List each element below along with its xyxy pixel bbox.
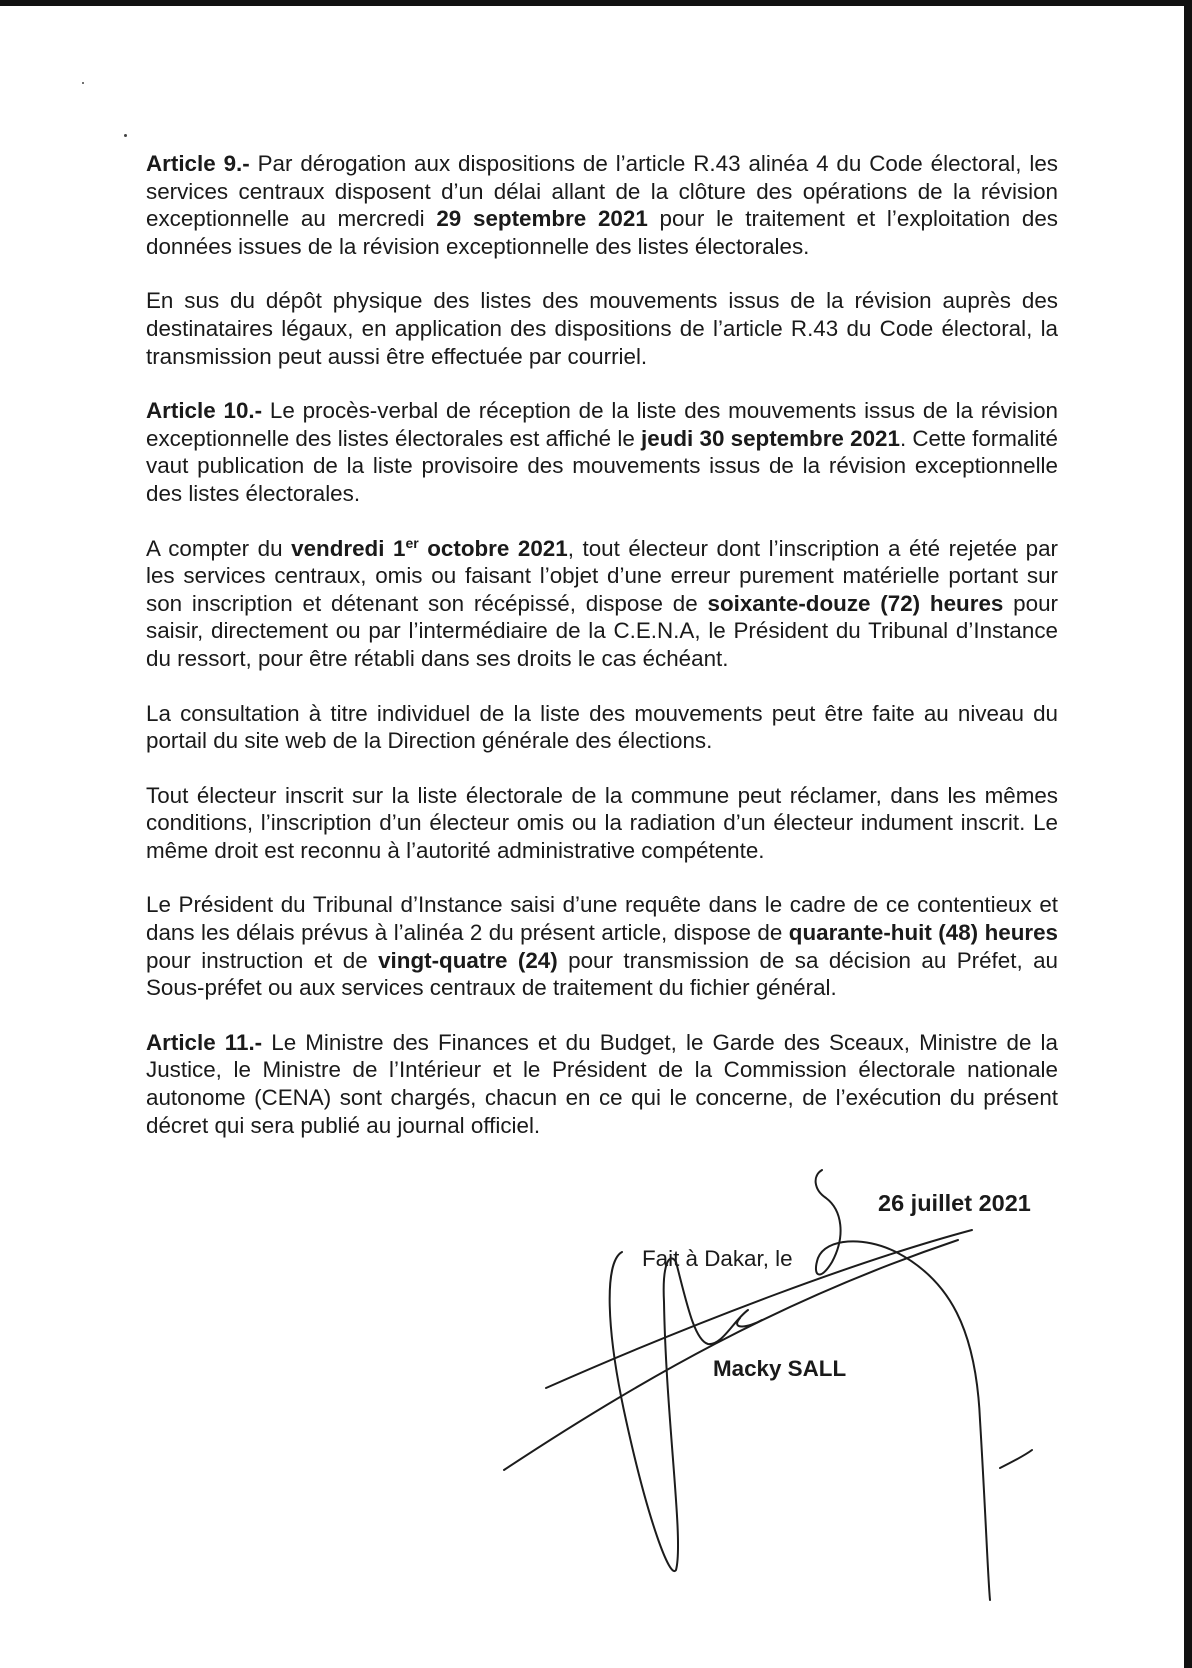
signature-stroke (816, 1170, 990, 1600)
scan-top-border (0, 0, 1192, 6)
signature-stroke (737, 1318, 762, 1327)
place-line: Fait à Dakar, le (642, 1246, 793, 1271)
signer-name: Macky SALL (713, 1356, 847, 1381)
article-11: Article 11.- Le Ministre des Finances et du Budget, le Garde des Sceaux, Ministre de la Justice, le Ministre de l’Intérieur et le Président de la Commission électorale nationale autonome (CENA) sont chargés, chacun en ce qui le concerne, de l’exécution du présent décret qui sera publié au journal officiel. (146, 1029, 1058, 1138)
paragraph-a-compter: A compter du vendredi 1er octobre 2021, tout électeur dont l’inscription a été rejetée par les services centraux, omis ou faisant l’objet d’une erreur purement matérielle portant sur son inscription et détenant son récépissé, dispose de soixante-douze (72) heures pour saisir, directement ou par l’intermédiaire de la C.E.N.A, le Président du Tribunal d’Instance du ressort, pour être rétabli dans ses droits le cas échéant. (146, 534, 1059, 671)
paragraph-electeur: Tout électeur inscrit sur la liste électorale de la commune peut réclamer, dans les mêmes conditions, l’inscription d’un électeur omis ou la radiation d’un électeur indument inscrit. Le même droit est reconnu à l’autorité administrative compétente. (146, 782, 1058, 863)
paragraph-depot: En sus du dépôt physique des listes des mouvements issus de la révision auprès des destinataires légaux, en application des dispositions de l’article R.43 du Code électoral, la transmission peut aussi être effectuée par courriel. (146, 288, 1058, 369)
scan-speck (124, 134, 127, 137)
paragraph-consultation: La consultation à titre individuel de la liste des mouvements peut être faite au niveau du portail du site web de la Direction générale des élections. (146, 700, 1058, 754)
article-9-heading: Article 9.- (146, 151, 250, 176)
scan-right-border (1184, 0, 1192, 1668)
article-10-heading: Article 10.- (146, 398, 263, 424)
article-9: Article 9.- Par dérogation aux dispositions de l’article R.43 alinéa 4 du Code électoral, les services centraux disposent d’un délai allant de la clôture des opérations de la révision exceptionnelle au mercredi 29 septembre 2021 pour le traitement et l’exploitation des données issues de la révision exceptionnelle des listes électorales. (146, 151, 1059, 259)
scan-speck (82, 82, 84, 84)
article-10: Article 10.- Le procès-verbal de réception de la liste des mouvements issus de la révision exceptionnelle des listes électorales est affiché le jeudi 30 septembre 2021. Cette formalité vaut publication de la liste provisoire des mouvements issus de la révision exceptionnelle des listes électorales. (146, 398, 1058, 506)
signature-stroke (1000, 1450, 1032, 1468)
decree-date: 26 juillet 2021 (878, 1190, 1031, 1216)
article-11-heading: Article 11.- (146, 1029, 263, 1055)
decree-body (146, 150, 1058, 1166)
signature-stroke (610, 1252, 748, 1571)
signature-stroke (504, 1240, 958, 1470)
paragraph-president: Le Président du Tribunal d’Instance saisi d’une requête dans le cadre de ce contentieux et dans les délais prévus à l’alinéa 2 du présent article, dispose de quarante-huit (48) heures pour instruction et de vingt-quatre (24) pour transmission de sa décision au Préfet, au Sous-préfet ou aux services centraux de traitement du fichier général. (146, 892, 1058, 1001)
